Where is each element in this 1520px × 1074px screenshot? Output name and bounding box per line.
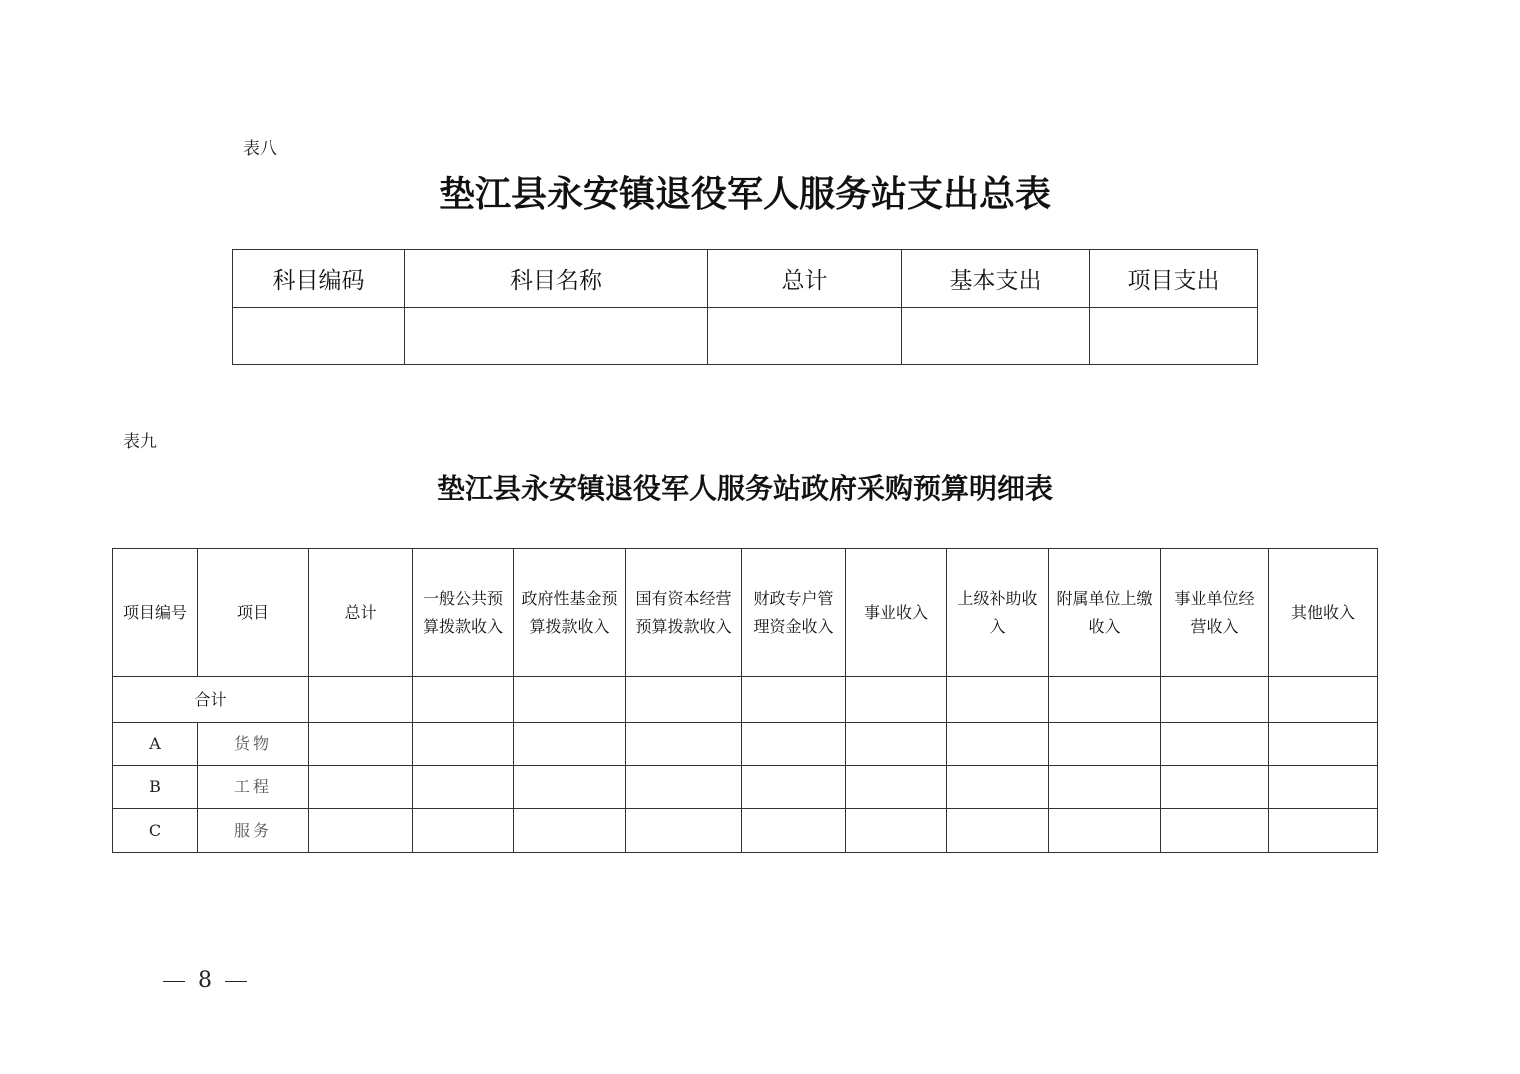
table-cell	[1161, 766, 1269, 809]
table-cell	[846, 766, 947, 809]
table-row	[113, 809, 1378, 853]
table-cell	[1161, 677, 1269, 723]
table-cell	[413, 677, 514, 723]
expenditure-summary-table	[232, 249, 1258, 365]
table-cell	[742, 766, 846, 809]
table-cell	[1049, 677, 1161, 723]
total-label: 合计	[113, 677, 309, 723]
header-affiliated-payment: 附属单位上缴收入	[1049, 549, 1161, 677]
table-cell	[1269, 723, 1378, 766]
header-item-code: 项目编号	[113, 549, 198, 677]
header-subject-code: 科目编码	[233, 250, 405, 308]
header-project-expenditure: 项目支出	[1090, 250, 1258, 308]
table-cell	[1049, 766, 1161, 809]
table-cell	[233, 308, 405, 365]
table-cell	[1049, 723, 1161, 766]
table-cell	[947, 723, 1049, 766]
table-cell	[514, 809, 626, 853]
table9-title: 垫江县永安镇退役军人服务站政府采购预算明细表	[436, 472, 1053, 505]
header-other-income: 其他收入	[1269, 549, 1378, 677]
table8-title: 垫江县永安镇退役军人服务站支出总表	[438, 173, 1051, 215]
table-row	[113, 766, 1378, 809]
table-cell	[902, 308, 1090, 365]
header-fund-budget: 政府性基金预算拨款收入	[514, 549, 626, 677]
table-cell	[1161, 723, 1269, 766]
table-cell	[1269, 677, 1378, 723]
table-cell	[846, 677, 947, 723]
row-code: C	[113, 809, 198, 853]
row-code: B	[113, 766, 198, 809]
table-cell	[514, 723, 626, 766]
table-cell	[846, 723, 947, 766]
table-cell	[1161, 809, 1269, 853]
table8-label: 表八	[243, 139, 277, 159]
table-cell	[413, 766, 514, 809]
header-special-account: 财政专户管理资金收入	[742, 549, 846, 677]
header-operating-income: 事业单位经营收入	[1161, 549, 1269, 677]
header-total: 总计	[309, 549, 413, 677]
row-item: 工程	[198, 766, 309, 809]
table-cell	[947, 677, 1049, 723]
table-cell	[626, 677, 742, 723]
table-cell	[742, 677, 846, 723]
table-cell	[626, 809, 742, 853]
table-cell	[947, 809, 1049, 853]
header-basic-expenditure: 基本支出	[902, 250, 1090, 308]
header-item: 项目	[198, 549, 309, 677]
row-item: 服务	[198, 809, 309, 853]
dash-right	[225, 981, 247, 982]
dash-left	[163, 981, 185, 982]
table-cell	[514, 766, 626, 809]
header-subject-name: 科目名称	[405, 250, 708, 308]
table-row	[233, 308, 1258, 365]
header-general-budget: 一般公共预算拨款收入	[413, 549, 514, 677]
header-state-capital-budget: 国有资本经营预算拨款收入	[626, 549, 742, 677]
table-cell	[846, 809, 947, 853]
page-number	[150, 968, 260, 993]
table-cell	[708, 308, 902, 365]
table-cell	[742, 723, 846, 766]
table-cell	[309, 677, 413, 723]
table-cell	[413, 809, 514, 853]
table-cell	[514, 677, 626, 723]
table-cell	[1049, 809, 1161, 853]
table-cell	[1090, 308, 1258, 365]
table-cell	[1269, 766, 1378, 809]
table-cell	[309, 766, 413, 809]
row-item: 货物	[198, 723, 309, 766]
header-superior-subsidy: 上级补助收入	[947, 549, 1049, 677]
table-cell	[1269, 809, 1378, 853]
table-cell	[413, 723, 514, 766]
procurement-budget-table	[112, 548, 1378, 853]
page-number-value: 8	[198, 968, 212, 993]
row-code: A	[113, 723, 198, 766]
table-cell	[626, 723, 742, 766]
table-cell	[405, 308, 708, 365]
table-cell	[947, 766, 1049, 809]
table-cell	[309, 809, 413, 853]
table-cell	[626, 766, 742, 809]
total-row	[113, 677, 1378, 723]
table9-label: 表九	[123, 432, 157, 452]
table-row	[113, 723, 1378, 766]
header-total: 总计	[708, 250, 902, 308]
table-cell	[742, 809, 846, 853]
table-cell	[309, 723, 413, 766]
header-business-income: 事业收入	[846, 549, 947, 677]
